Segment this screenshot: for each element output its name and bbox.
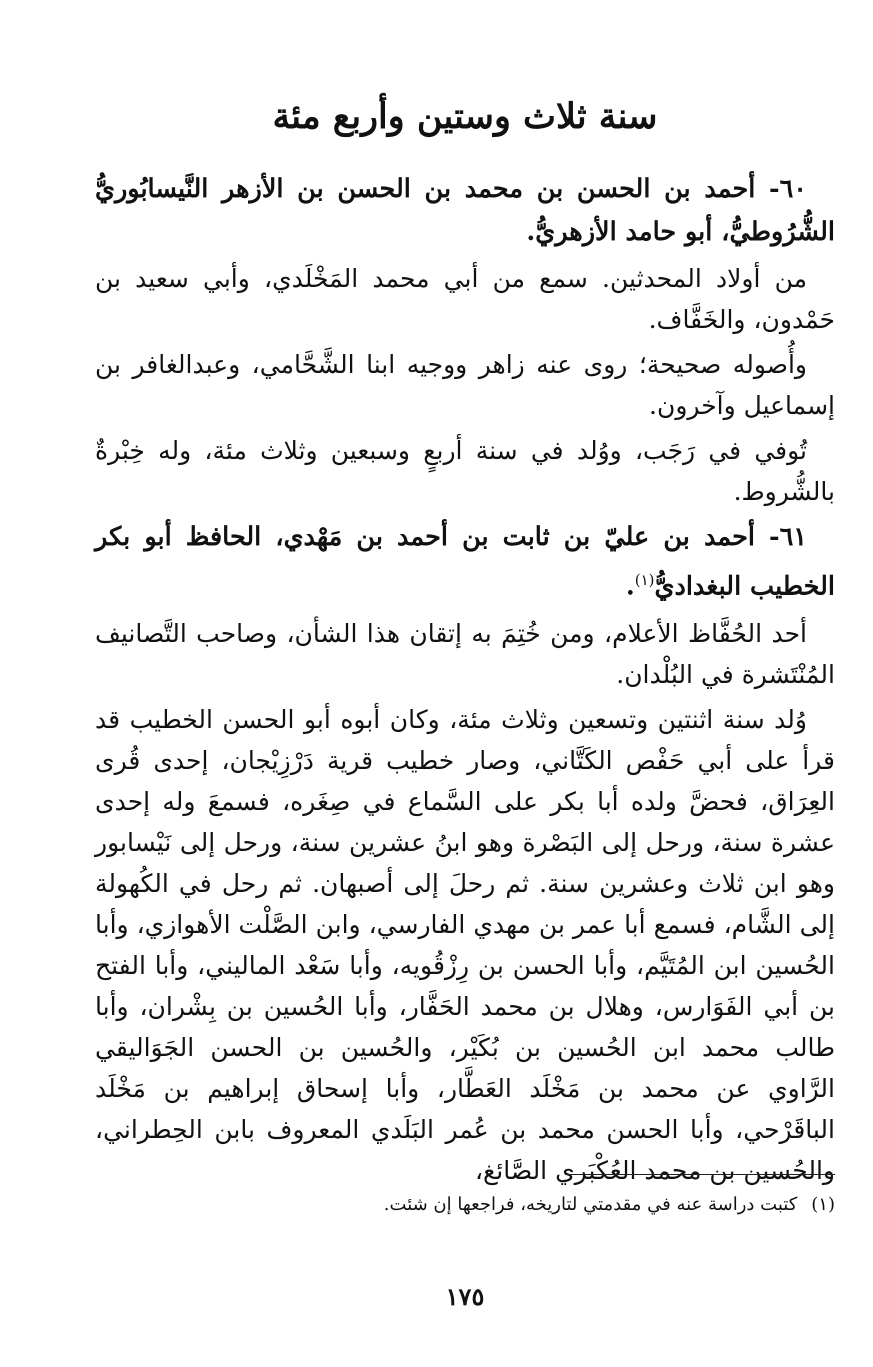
entry-60-paragraph-3: تُوفي في رَجَب، ووُلد في سنة أربعٍ وسبعين وثلاث مئة، وله خِبْرةٌ بالشُّروط. <box>95 436 835 506</box>
footnote-item <box>95 1190 835 1220</box>
entry-heading-61-text: ٦١- أحمد بن عليّ بن ثابت بن أحمد بن مَهْدي، الحافظ أبو بكر الخطيب البغداديُّ <box>95 522 835 602</box>
footnotes <box>95 1190 835 1220</box>
chapter-title: سنة ثلاث وستين وأربع مئة <box>272 96 658 137</box>
entry-heading-61-end: . <box>625 571 635 602</box>
entry-61-paragraph-2: وُلد سنة اثنتين وتسعين وثلاث مئة، وكان أبوه أبو الحسن الخطيب قد قرأ على أبي حَفْص الكَتَّاني، وصار خطيب قرية دَرْزِيْجان، إحدى قُرى العِرَاق، فحضَّ ولده أبا بكر على السَّماع في صِغَره، فسمعَ وله إحدى عشرة سنة، ورحل إلى البَصْرة وهو ابنُ عشرين سنة، ورحل إلى نَيْسابور وهو ابن ثلاث وعشرين سنة. ثم رحلَ إلى أصبهان. ثم رحل في الكُهولة إلى الشَّام، فسمع أبا عمر بن مهدي الفارسي، وابن الصَّلْت الأهوازي، وأبا الحُسين ابن المُتَيَّم، وأبا الحسن بن رِزْقُويه، وأبا سَعْد الماليني، وأبا الفتح بن أبي الفَوَارس، وهلال بن محمد الحَفَّار، وأبا الحُسين بن بِشْران، وأبا طالب محمد ابن الحُسين بن بُكَيْر، والحُسين بن الحسن الجَوَاليقي الرَّاوي عن محمد بن مَخْلَد العَطَّار، وأبا إسحاق إبراهيم بن مَخْلَد الباقَرْحي، وأبا الحسن محمد بن عُمر البَلَدي المعروف بابن الحِطراني، والحُسين بن محمد العُكْبَري الصَّائغ، <box>95 704 835 1185</box>
footnote-marker: (١) <box>811 1194 835 1215</box>
book-page <box>95 0 835 1367</box>
footnote-text: كتبت دراسة عنه في مقدمتي لتاريخه، فراجعها إن شئت. <box>383 1194 798 1215</box>
entry-heading-61 <box>95 516 835 609</box>
footnote-reference[interactable]: (١) <box>634 571 655 589</box>
entry-heading-60: ٦٠- أحمد بن الحسن بن محمد بن الحسن بن الأزهر النَّيسابُوريُّ الشُّرُوطيُّ، أبو حامد الأزهريُّ. <box>95 174 835 247</box>
entry-61-paragraph-1: أحد الحُفَّاظ الأعلام، ومن خُتِمَ به إتقان هذا الشأن، وصاحب التَّصانيف المُنْتَشرة في البُلْدان. <box>95 618 835 689</box>
entry-60-paragraph-1: من أولاد المحدثين. سمع من أبي محمد المَخْلَدي، وأبي سعيد بن حَمْدون، والخَفَّاف. <box>95 264 835 334</box>
footnote-divider <box>565 1174 835 1175</box>
page-number: ١٧٥ <box>445 1282 485 1311</box>
body-text <box>95 168 835 1195</box>
entry-60-paragraph-2: وأُصوله صحيحة؛ روى عنه زاهر ووجيه ابنا الشَّحَّامي، وعبدالغافر بن إسماعيل وآخرون. <box>95 350 835 420</box>
